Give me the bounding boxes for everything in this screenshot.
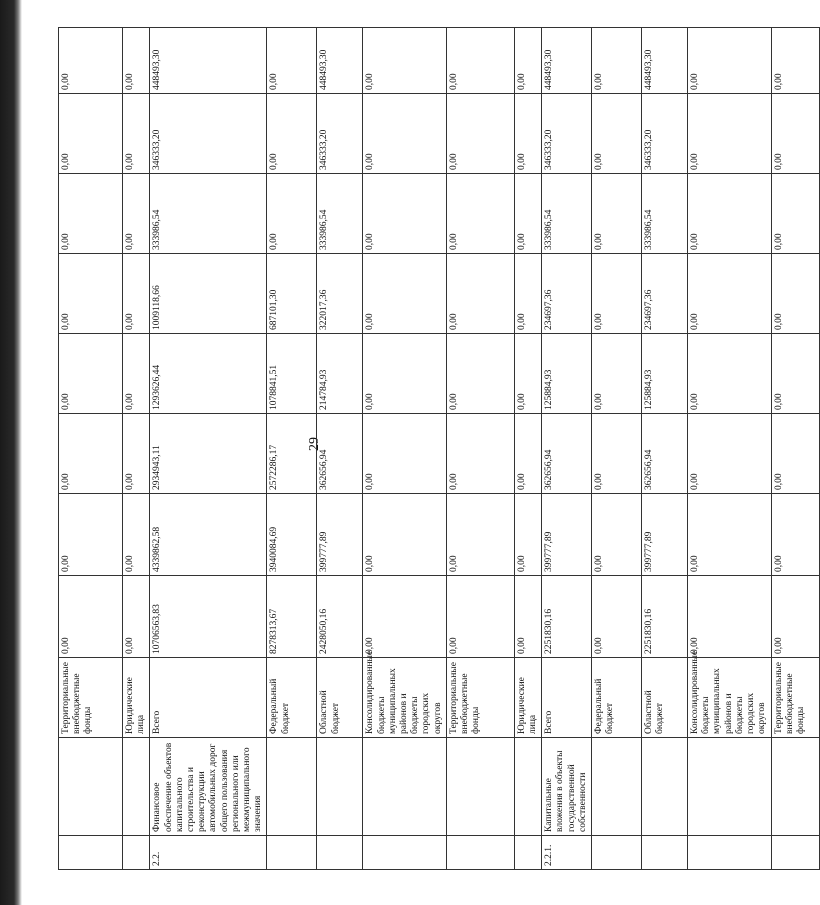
amount-cell: 214784,93 [317, 334, 363, 414]
scan-edge [0, 0, 22, 905]
item-number-cell [123, 836, 150, 870]
amount-cell: 0,00 [514, 174, 541, 254]
amount-cell: 0,00 [123, 254, 150, 334]
item-name-cell [317, 738, 363, 836]
amount-cell: 1009118,66 [150, 254, 267, 334]
amount-cell: 0,00 [514, 334, 541, 414]
funding-source-cell: Консолидированные бюджеты муниципальных районов и бюджеты городских округов [363, 658, 446, 738]
item-number-cell [267, 836, 317, 870]
amount-cell: 0,00 [59, 334, 123, 414]
funding-table [58, 27, 820, 870]
rotated-page [58, 28, 807, 870]
amount-cell: 0,00 [59, 28, 123, 94]
item-name-cell [688, 738, 772, 836]
item-name-cell [59, 738, 123, 836]
item-name-cell [592, 738, 642, 836]
amount-cell: 0,00 [772, 414, 820, 494]
funding-source-cell: Всего [542, 658, 592, 738]
table-row [542, 28, 592, 870]
item-number-cell [688, 836, 772, 870]
amount-cell: 0,00 [446, 414, 514, 494]
table-row [123, 28, 150, 870]
item-number-cell [317, 836, 363, 870]
amount-cell: 448493,30 [150, 28, 267, 94]
funding-source-cell: Областной бюджет [317, 658, 363, 738]
page-number: 29 [307, 437, 322, 451]
item-number-cell [642, 836, 688, 870]
amount-cell: 362656,94 [317, 414, 363, 494]
amount-cell: 0,00 [363, 28, 446, 94]
amount-cell: 0,00 [446, 254, 514, 334]
amount-cell: 687101,30 [267, 254, 317, 334]
amount-cell: 0,00 [59, 94, 123, 174]
amount-cell: 0,00 [514, 494, 541, 576]
amount-cell: 448493,30 [642, 28, 688, 94]
amount-cell: 0,00 [363, 254, 446, 334]
amount-cell: 3940084,69 [267, 494, 317, 576]
amount-cell: 0,00 [514, 94, 541, 174]
amount-cell: 2934943,11 [150, 414, 267, 494]
table-row [446, 28, 514, 870]
amount-cell: 0,00 [123, 414, 150, 494]
amount-cell: 0,00 [363, 334, 446, 414]
table-row [514, 28, 541, 870]
amount-cell: 0,00 [267, 94, 317, 174]
amount-cell: 0,00 [123, 174, 150, 254]
amount-cell: 234697,36 [642, 254, 688, 334]
table-body [59, 28, 820, 870]
item-number-cell [59, 836, 123, 870]
amount-cell: 0,00 [514, 414, 541, 494]
funding-source-cell: Всего [150, 658, 267, 738]
amount-cell: 0,00 [592, 254, 642, 334]
amount-cell: 0,00 [59, 174, 123, 254]
amount-cell: 346333,20 [642, 94, 688, 174]
funding-source-cell: Территориальные внебюджетные фонды [446, 658, 514, 738]
amount-cell: 0,00 [446, 576, 514, 658]
table-row [150, 28, 267, 870]
amount-cell: 0,00 [772, 254, 820, 334]
amount-cell: 0,00 [267, 28, 317, 94]
amount-cell: 2572286,17 [267, 414, 317, 494]
funding-source-cell: Федеральный бюджет [267, 658, 317, 738]
amount-cell: 0,00 [688, 174, 772, 254]
amount-cell: 0,00 [688, 494, 772, 576]
amount-cell: 8278313,67 [267, 576, 317, 658]
item-number-cell [772, 836, 820, 870]
item-name-cell: Капитальные вложения в объекты государственной собственности [542, 738, 592, 836]
table-row [592, 28, 642, 870]
amount-cell: 2251830,16 [642, 576, 688, 658]
amount-cell: 0,00 [363, 576, 446, 658]
item-name-cell [446, 738, 514, 836]
amount-cell: 2428050,16 [317, 576, 363, 658]
amount-cell: 0,00 [446, 494, 514, 576]
amount-cell: 399777,89 [642, 494, 688, 576]
amount-cell: 0,00 [446, 334, 514, 414]
table-row [59, 28, 123, 870]
item-name-cell [642, 738, 688, 836]
amount-cell: 0,00 [59, 576, 123, 658]
amount-cell: 10706563,83 [150, 576, 267, 658]
amount-cell: 0,00 [363, 174, 446, 254]
table-row [317, 28, 363, 870]
item-name-cell [514, 738, 541, 836]
amount-cell: 0,00 [592, 494, 642, 576]
amount-cell: 0,00 [123, 94, 150, 174]
amount-cell: 0,00 [772, 94, 820, 174]
amount-cell: 125884,93 [642, 334, 688, 414]
amount-cell: 0,00 [267, 174, 317, 254]
funding-source-cell: Территориальные внебюджетные фонды [772, 658, 820, 738]
amount-cell: 0,00 [688, 28, 772, 94]
amount-cell: 399777,89 [542, 494, 592, 576]
amount-cell: 346333,20 [542, 94, 592, 174]
amount-cell: 0,00 [592, 576, 642, 658]
amount-cell: 0,00 [123, 28, 150, 94]
amount-cell: 0,00 [446, 94, 514, 174]
funding-source-cell: Консолидированные бюджеты муниципальных районов и бюджеты городских округов [688, 658, 772, 738]
amount-cell: 0,00 [688, 254, 772, 334]
amount-cell: 0,00 [592, 28, 642, 94]
amount-cell: 0,00 [59, 254, 123, 334]
amount-cell: 1293626,44 [150, 334, 267, 414]
amount-cell: 0,00 [363, 94, 446, 174]
amount-cell: 346333,20 [317, 94, 363, 174]
amount-cell: 333986,54 [542, 174, 592, 254]
amount-cell: 399777,89 [317, 494, 363, 576]
table-row [363, 28, 446, 870]
amount-cell: 0,00 [592, 334, 642, 414]
amount-cell: 0,00 [772, 174, 820, 254]
funding-source-cell: Территориальные внебюджетные фонды [59, 658, 123, 738]
amount-cell: 346333,20 [150, 94, 267, 174]
amount-cell: 0,00 [772, 576, 820, 658]
amount-cell: 0,00 [446, 28, 514, 94]
funding-source-cell: Юридические лица [514, 658, 541, 738]
amount-cell: 4339862,58 [150, 494, 267, 576]
amount-cell: 0,00 [592, 174, 642, 254]
item-name-cell [267, 738, 317, 836]
item-name-cell [123, 738, 150, 836]
item-number-cell [363, 836, 446, 870]
amount-cell: 0,00 [772, 28, 820, 94]
amount-cell: 0,00 [592, 414, 642, 494]
amount-cell: 1078841,51 [267, 334, 317, 414]
amount-cell: 0,00 [688, 576, 772, 658]
amount-cell: 0,00 [772, 334, 820, 414]
amount-cell: 0,00 [514, 254, 541, 334]
item-number-cell [592, 836, 642, 870]
amount-cell: 0,00 [688, 94, 772, 174]
item-name-cell [363, 738, 446, 836]
amount-cell: 125884,93 [542, 334, 592, 414]
table-row [688, 28, 772, 870]
amount-cell: 0,00 [592, 94, 642, 174]
amount-cell: 448493,30 [317, 28, 363, 94]
amount-cell: 0,00 [123, 494, 150, 576]
amount-cell: 333986,54 [317, 174, 363, 254]
amount-cell: 2251830,16 [542, 576, 592, 658]
amount-cell: 448493,30 [542, 28, 592, 94]
amount-cell: 0,00 [772, 494, 820, 576]
amount-cell: 0,00 [363, 414, 446, 494]
item-name-cell: Финансовое обеспечение объектов капитального строительства и реконструкции автомобильных дорог общего пользования регионального или межмуниципального значения [150, 738, 267, 836]
amount-cell: 0,00 [363, 494, 446, 576]
table-row [642, 28, 688, 870]
amount-cell: 0,00 [59, 414, 123, 494]
amount-cell: 0,00 [688, 334, 772, 414]
item-number-cell [446, 836, 514, 870]
item-number-cell: 2.2. [150, 836, 267, 870]
table-row [267, 28, 317, 870]
amount-cell: 0,00 [123, 334, 150, 414]
amount-cell: 0,00 [688, 414, 772, 494]
amount-cell: 362656,94 [642, 414, 688, 494]
item-name-cell [772, 738, 820, 836]
table-row [772, 28, 820, 870]
funding-source-cell: Федеральный бюджет [592, 658, 642, 738]
amount-cell: 322017,36 [317, 254, 363, 334]
amount-cell: 0,00 [514, 576, 541, 658]
item-number-cell [514, 836, 541, 870]
amount-cell: 234697,36 [542, 254, 592, 334]
amount-cell: 0,00 [446, 174, 514, 254]
amount-cell: 333986,54 [642, 174, 688, 254]
amount-cell: 362656,94 [542, 414, 592, 494]
amount-cell: 333986,54 [150, 174, 267, 254]
amount-cell: 0,00 [123, 576, 150, 658]
item-number-cell: 2.2.1. [542, 836, 592, 870]
funding-source-cell: Юридические лица [123, 658, 150, 738]
amount-cell: 0,00 [59, 494, 123, 576]
amount-cell: 0,00 [514, 28, 541, 94]
funding-source-cell: Областной бюджет [642, 658, 688, 738]
